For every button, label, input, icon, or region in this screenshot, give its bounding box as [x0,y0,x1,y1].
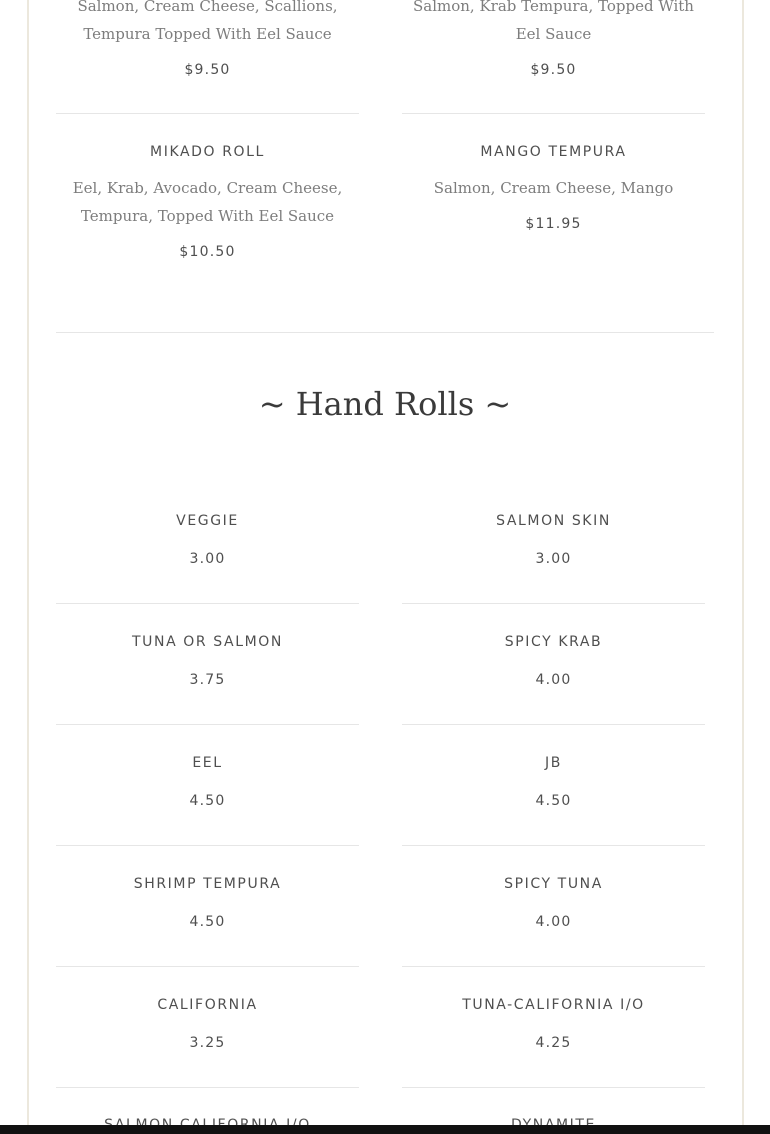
item-price: 4.25 [535,1035,572,1051]
item-name: MIKADO ROLL [150,144,265,160]
divider [402,1087,705,1088]
item-price: 4.50 [535,793,572,809]
item-name: SHRIMP TEMPURA [133,876,282,892]
menu-item [402,634,705,688]
menu-item [402,876,705,930]
item-price: 4.00 [535,914,572,930]
menu-item-right-top [402,0,705,78]
item-price: $10.50 [179,244,236,260]
divider [402,603,705,604]
item-price: $11.95 [525,216,582,232]
item-name: SALMON SKIN [496,513,611,529]
item-name: MANGO TEMPURA [480,144,627,160]
divider [402,724,705,725]
menu-item [402,513,705,567]
menu-item [56,755,359,809]
item-description: Salmon, Krab Tempura, Topped With Eel Sauce [413,0,694,43]
section-title-hand-rolls: ~ Hand Rolls ~ [258,385,512,423]
section-divider [56,332,714,333]
divider [56,845,359,846]
item-description: Salmon, Cream Cheese, Scallions, Tempura Topped With Eel Sauce [77,0,338,43]
divider [402,845,705,846]
item-description: Eel, Krab, Avocado, Cream Cheese, Tempura, Topped With Eel Sauce [72,179,343,225]
menu-item [56,634,359,688]
item-price: 3.00 [189,551,226,567]
item-name: EEL [192,755,223,771]
menu-item [402,755,705,809]
item-price: 4.50 [189,793,226,809]
menu-item [56,997,359,1051]
item-name: VEGGIE [176,513,239,529]
divider [56,603,359,604]
divider [402,966,705,967]
menu-item [56,513,359,567]
item-price: $9.50 [184,62,231,78]
divider [402,113,705,114]
menu-item-mikado-roll [56,144,359,260]
item-price: 4.00 [535,672,572,688]
bottom-bar [0,1125,770,1134]
item-name: TUNA OR SALMON [132,634,283,650]
menu-item-left-top [56,0,359,78]
item-name: SPICY TUNA [504,876,603,892]
item-name: TUNA-CALIFORNIA I/O [462,997,645,1013]
menu-item-mango-tempura [402,144,705,232]
divider [56,1087,359,1088]
menu-item [56,876,359,930]
item-name: SPICY KRAB [504,634,603,650]
item-price: 4.50 [189,914,226,930]
divider [56,966,359,967]
divider [56,724,359,725]
item-name: CALIFORNIA [157,997,258,1013]
item-price: 3.25 [189,1035,226,1051]
item-price: $9.50 [530,62,577,78]
item-name: JB [545,755,562,771]
menu-item [402,997,705,1051]
item-description: Salmon, Cream Cheese, Mango [433,179,674,197]
item-price: 3.00 [535,551,572,567]
item-price: 3.75 [189,672,226,688]
divider [56,113,359,114]
